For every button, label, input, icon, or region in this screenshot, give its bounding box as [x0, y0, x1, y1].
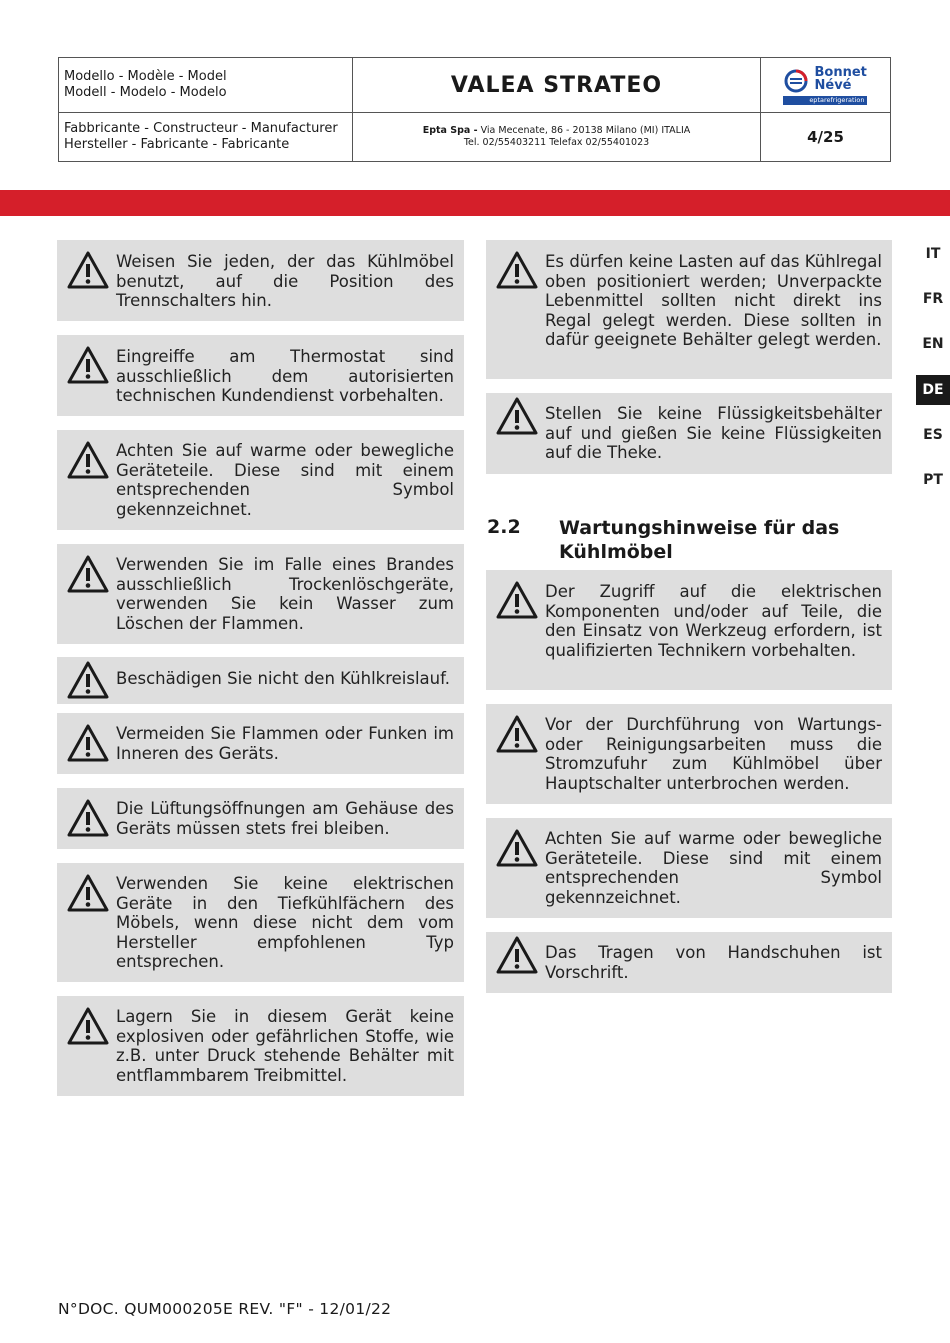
warning-text: Vermeiden Sie Flammen oder Funken im Inneren des Geräts. [116, 724, 454, 763]
warning-text: Beschädigen Sie nicht den Kühlkreislauf. [116, 669, 450, 688]
warning-text: Das Tragen von Handschuhen ist Vorschrift. [545, 943, 882, 982]
warning-triangle-icon [66, 1006, 110, 1046]
warning-text: Stellen Sie keine Flüssigkeitsbehälter auf und gießen Sie keine Flüssigkeiten auf die Theke. [545, 404, 882, 462]
warning-triangle-icon [66, 554, 110, 594]
warning-text: Eingreiffe am Thermostat sind ausschließlich dem autorisierten technischen Kundendienst vorbehalten. [116, 347, 454, 405]
warning-text: Vor der Durchführung von Wartungs- oder Reinigungsarbeiten muss die Stromzufuhr zum Kühlmöbel über Hauptschalter unterbrochen werden. [545, 715, 882, 793]
document-header [58, 57, 891, 162]
warning-box [57, 430, 464, 530]
warning-box [57, 996, 464, 1096]
lang-tab-de[interactable]: DE [916, 375, 950, 405]
warning-text: Achten Sie auf warme oder bewegliche Geräteteile. Diese sind mit einem entsprechenden Symbol gekennzeichnet. [545, 829, 882, 907]
manufacturer-label-cell [59, 112, 353, 161]
company-address-line [423, 125, 691, 137]
warning-box [486, 570, 892, 690]
header-row-model [59, 58, 890, 113]
model-label-cell [59, 58, 353, 112]
warning-box [486, 240, 892, 379]
warning-text: Verwenden Sie keine elektrischen Geräte in den Tiefkühlfächern des Möbels, wenn diese nicht dem vom Hersteller empfohlenen Typ entsprechen. [116, 874, 454, 971]
warning-triangle-icon [495, 935, 539, 975]
warning-text: Weisen Sie jeden, der das Kühlmöbel benutzt, auf die Position des Trennschalters hin. [116, 252, 454, 310]
model-label-1: Modello - Modèle - Model [64, 69, 227, 84]
header-row-manufacturer [59, 112, 890, 161]
section-title: Wartungshinweise für das Kühlmöbel [559, 517, 840, 563]
company-address: Via Mecenate, 86 - 20138 Milano (MI) ITALIA [480, 124, 691, 136]
warning-box [57, 713, 464, 774]
warning-text: Der Zugriff auf die elektrischen Komponenten und/oder auf Teile, die den Einsatz von Werkzeug erfordern, ist qualifizierten Technikern vorbehalten. [545, 582, 882, 660]
model-name-cell [353, 58, 761, 112]
warning-text: Achten Sie auf warme oder bewegliche Geräteteile. Diese sind mit einem entsprechenden Symbol gekennzeichnet. [116, 441, 454, 519]
warning-text: Verwenden Sie im Falle eines Brandes ausschließlich Trockenlöschgeräte, verwenden Sie kein Wasser zum Löschen der Flammen. [116, 555, 454, 633]
lang-tab-pt[interactable]: PT [923, 472, 943, 488]
logo-line-1: Bonnet [814, 65, 867, 80]
warning-triangle-icon [66, 798, 110, 838]
warning-box [486, 704, 892, 804]
logo-strip: eptarefrigeration [783, 96, 867, 105]
logo-cell [761, 58, 890, 112]
warning-triangle-icon [66, 440, 110, 480]
warning-box [57, 788, 464, 849]
page-number-cell [761, 112, 890, 161]
warning-triangle-icon [495, 580, 539, 620]
warning-box [486, 932, 892, 993]
warning-box [486, 393, 892, 474]
warning-box [57, 240, 464, 321]
warning-box [57, 544, 464, 644]
warning-box [57, 335, 464, 416]
lang-tab-fr[interactable]: FR [922, 291, 944, 307]
warning-triangle-icon [495, 714, 539, 754]
model-label-2: Modell - Modelo - Modelo [64, 85, 227, 100]
page-number: 4/25 [807, 127, 844, 146]
logo-line-2: Névé [814, 78, 852, 93]
bonnet-neve-logo [783, 64, 869, 106]
warning-triangle-icon [66, 873, 110, 913]
lang-tab-es[interactable]: ES [923, 427, 943, 443]
manufacturer-label-2: Hersteller - Fabricante - Fabricante [64, 136, 290, 152]
lang-tab-it[interactable]: IT [925, 246, 941, 262]
model-name: VALEA STRATEO [450, 72, 663, 98]
company-name: Epta Spa - [422, 124, 478, 136]
red-divider-bar [0, 190, 950, 216]
document-number-footer: N°DOC. QUM000205E REV. "F" - 12/01/22 [58, 1300, 392, 1318]
warning-text: Lagern Sie in diesem Gerät keine explosiven oder gefährlichen Stoffe, wie z.B. unter Druck stehende Behälter mit entflammbarem Treibmittel. [116, 1007, 454, 1085]
warning-triangle-icon [66, 250, 110, 290]
section-number: 2.2 [487, 516, 521, 538]
warning-text: Es dürfen keine Lasten auf das Kühlregal oben positioniert werden; Unverpackte Lebenmittel sollten nicht direkt ins Regal gelegt werden. Diese sollten in dafür geeignete Behälter gelegt werden. [545, 252, 882, 349]
warning-box [57, 657, 464, 704]
warning-box [57, 863, 464, 982]
warning-triangle-icon [495, 828, 539, 868]
warning-text: Die Lüftungsöffnungen am Gehäuse des Geräts müssen stets frei bleiben. [116, 799, 454, 838]
warning-box [486, 818, 892, 918]
warning-triangle-icon [66, 723, 110, 763]
logo-ring-icon [783, 68, 809, 94]
manufacturer-label-1: Fabbricante - Constructeur - Manufacturer [64, 120, 338, 136]
lang-tab-en[interactable]: EN [922, 336, 944, 352]
warning-triangle-icon [495, 250, 539, 290]
company-contact: Tel. 02/55403211 Telefax 02/55401023 [463, 136, 650, 148]
warning-triangle-icon [66, 660, 110, 700]
warning-triangle-icon [495, 396, 539, 436]
manufacturer-info-cell [353, 112, 761, 161]
warning-triangle-icon [66, 345, 110, 385]
